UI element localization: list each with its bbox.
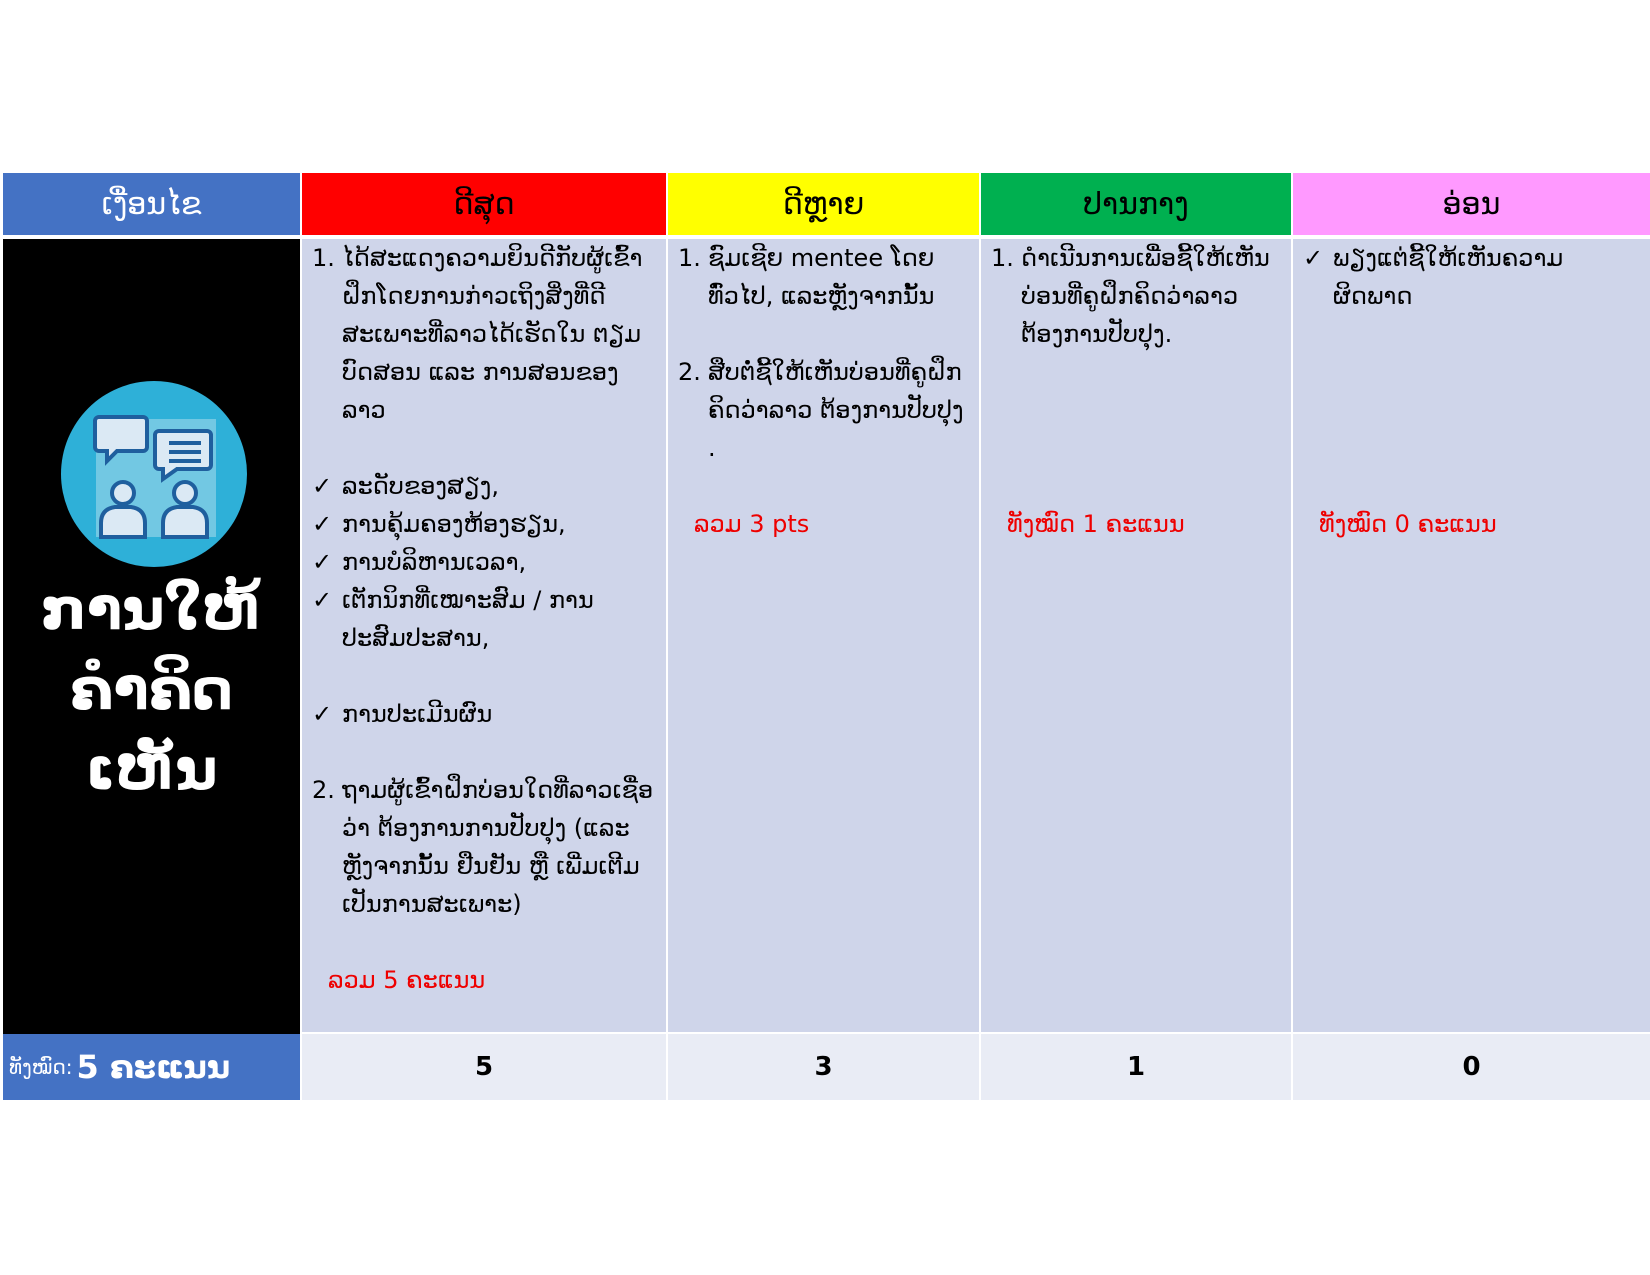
best-check-3: ✓ ການບໍລິຫານເວລາ, — [312, 543, 656, 581]
footer-score-weak — [1291, 1034, 1650, 1100]
footer-total-value: 5 ຄະແນນ — [76, 1048, 231, 1086]
best-check-4: ✓ ເຕັກນິກທີ່ເໝາະສົມ / ການປະສົມປະສານ, — [312, 581, 656, 657]
very-good-cell — [666, 239, 979, 1034]
very-good-item-1-number: 1. — [678, 244, 701, 272]
header-weak-label: ອ່ອນ — [1442, 186, 1501, 222]
best-item-2 — [312, 771, 656, 923]
footer-total — [3, 1034, 300, 1100]
very-good-item-1-text: ຊົມເຊີຍ mentee ໂດຍທົ່ວໄປ, ແລະຫຼັງຈາກນັ້ນ — [708, 244, 935, 310]
footer-score-best-value: 5 — [474, 1052, 494, 1082]
best-item-2-number: 2. — [312, 776, 335, 804]
conversation-people-icon — [61, 381, 247, 571]
very-good-item-2 — [678, 353, 969, 467]
very-good-item-2-number: 2. — [678, 358, 701, 386]
fair-item-1-text: ດຳເນີນການເພື່ອຊີ້ໃຫ້ເຫັນບ່ອນທີ່ຄູຝຶກຄິດວ່າລາວຕ້ອງການປັບປຸງ. — [1021, 244, 1270, 348]
best-item-1-number: 1. — [312, 244, 335, 272]
fair-item-1-number: 1. — [991, 244, 1014, 272]
criteria-title: ການໃຫ້ຄຳຄິດເຫັນ — [40, 575, 263, 803]
header-best — [300, 173, 666, 235]
header-criteria-label: ເງື່ອນໄຂ — [101, 186, 202, 222]
very-good-score-note: ລວມ 3 pts — [694, 510, 810, 538]
best-check-1: ✓ ລະດັບຂອງສຽງ, — [312, 467, 656, 505]
footer-score-very-good — [666, 1034, 979, 1100]
header-fair-label: ປານກາງ — [1083, 186, 1189, 222]
weak-cell — [1291, 239, 1650, 1034]
best-item-2-text: ຖາມຜູ້ເຂົ້າຝຶກບ່ອນໃດທີ່ລາວເຊື່ອວ່າ ຕ້ອງການການປັບປຸງ (ແລະ ຫຼັງຈາກນັ້ນ ຢືນຢັນ ຫຼື ເພີ່ມເຕີມເປັນການສະເພາະ) — [342, 776, 654, 918]
criteria-cell — [3, 239, 300, 1034]
header-very-good-label: ດີຫຼາຍ — [782, 186, 865, 222]
best-cell — [300, 239, 666, 1034]
header-separator — [3, 235, 1650, 239]
best-score-note: ລວມ 5 ຄະແນນ — [328, 966, 486, 994]
best-check-2: ✓ ການຄຸ້ມຄອງຫ້ອງຮຽນ, — [312, 505, 656, 543]
fair-score-note: ທັງໝົດ 1 ຄະແນນ — [1007, 510, 1185, 538]
rubric-table — [3, 173, 1650, 1100]
header-weak — [1291, 173, 1650, 235]
footer-score-fair — [979, 1034, 1291, 1100]
header-fair — [979, 173, 1291, 235]
best-check-5: ✓ ການປະເມີນຜົນ — [312, 695, 656, 733]
footer-score-very-good-value: 3 — [814, 1052, 833, 1082]
header-best-label: ດີສຸດ — [453, 186, 515, 222]
header-criteria — [3, 173, 300, 235]
fair-item-1 — [991, 239, 1281, 353]
footer-score-best — [300, 1034, 666, 1100]
very-good-item-2-text: ສືບຕໍ່ຊີ້ໃຫ້ເຫັນບ່ອນທີ່ຄູຝຶກຄິດວ່າລາວ ຕ້ອງການປັບປຸງ . — [708, 358, 964, 462]
very-good-item-1 — [678, 239, 969, 315]
weak-score-note: ທັງໝົດ 0 ຄະແນນ — [1319, 510, 1497, 538]
footer-score-weak-value: 0 — [1462, 1052, 1481, 1082]
footer-score-fair-value: 1 — [1126, 1052, 1146, 1082]
fair-cell — [979, 239, 1291, 1034]
footer-separator — [300, 1032, 1650, 1034]
best-item-1 — [312, 239, 656, 429]
footer-total-label: ທັງໝົດ: — [9, 1055, 73, 1079]
best-item-1-text: ໄດ້ສະແດງຄວາມຍິນດີກັບຜູ້ເຂົ້າຝຶກໂດຍການກ່າວເຖິງສິ່ງທີ່ດີສະເພາະທີ່ລາວໄດ້ເຮັດໃນ ຕຽມບົດສອນ ແລະ ການສອນຂອງລາວ — [342, 244, 643, 424]
weak-check: ✓ ພຽງແຕ່ຊີ້ໃຫ້ເຫັນຄວາມຜິດພາດ — [1303, 239, 1640, 315]
header-very-good — [666, 173, 979, 235]
